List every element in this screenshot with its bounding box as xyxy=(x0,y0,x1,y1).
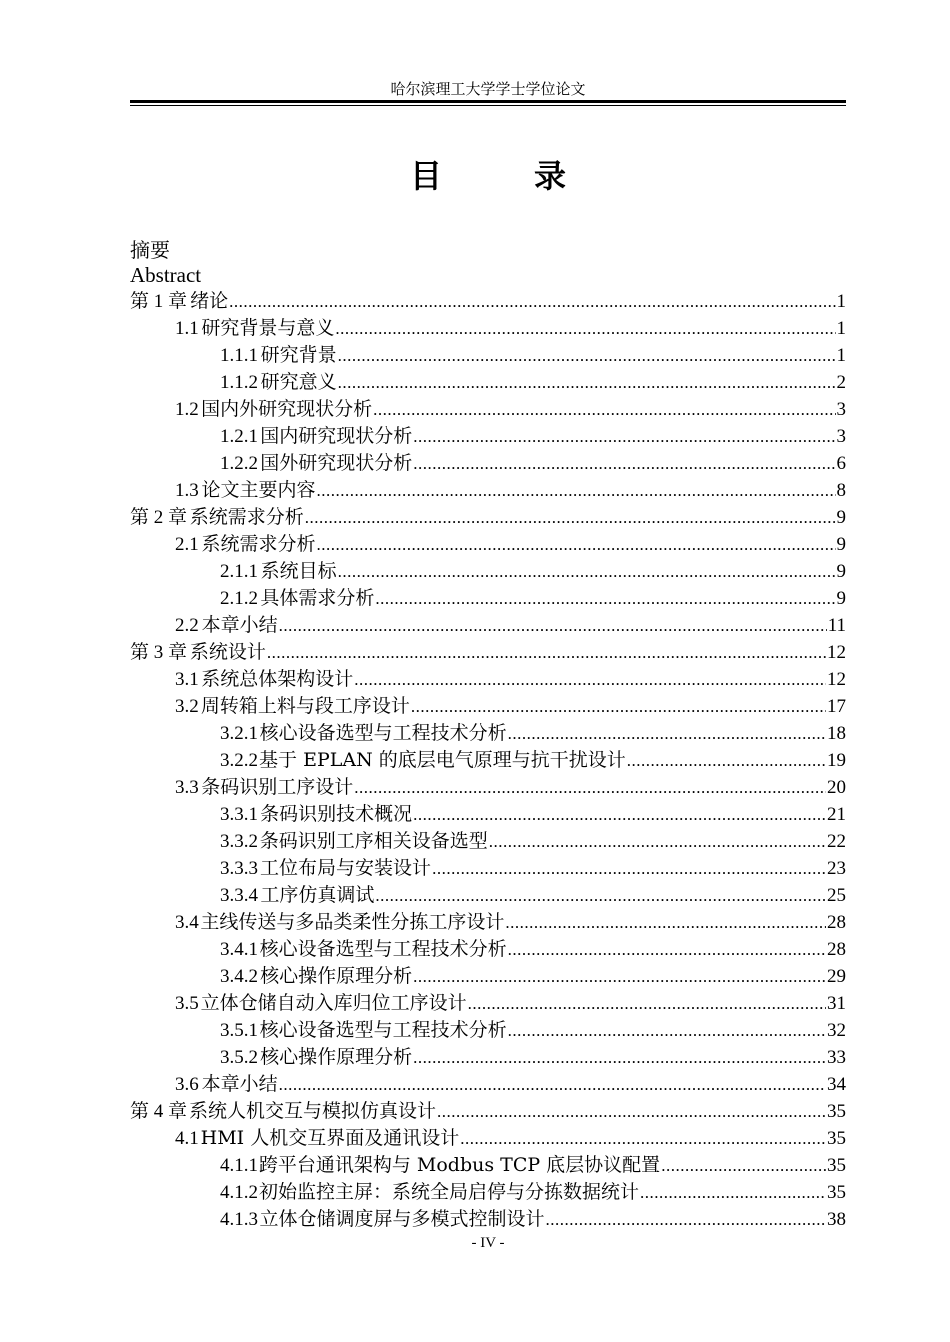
toc-entry-title: 初始监控主屏：系统全局启停与分拣数据统计 xyxy=(258,1181,639,1203)
page-number: - IV - xyxy=(471,1235,505,1251)
toc-entry[interactable] xyxy=(130,666,846,693)
toc-entry-number: 1.1.1 xyxy=(220,345,258,366)
toc-leader-dots xyxy=(460,1125,826,1152)
toc-entry-page: 35 xyxy=(827,1128,846,1149)
toc-entry-title: 国内外研究现状分析 xyxy=(201,398,373,420)
toc-entry-title: 系统需求分析 xyxy=(201,533,316,555)
toc-entry-title: 基于 EPLAN 的底层电气原理与抗干扰设计 xyxy=(259,749,626,771)
toc-entry-page: 12 xyxy=(827,642,846,663)
toc-entry[interactable] xyxy=(130,774,846,801)
toc-entry-number: 1.2 xyxy=(175,399,199,420)
toc-front-abstract-en[interactable]: Abstract xyxy=(130,263,202,287)
toc-entry-page: 11 xyxy=(827,615,846,636)
toc-entry-page: 6 xyxy=(836,453,846,474)
toc-leader-dots xyxy=(627,747,826,774)
toc-entry-page: 12 xyxy=(827,669,846,690)
toc-entry-number: 第 3 章 xyxy=(130,642,188,663)
toc-entry-number: 3.4 xyxy=(175,912,199,933)
toc-entry-number: 3.5.1 xyxy=(220,1020,258,1041)
toc-entry-number: 1.1 xyxy=(175,318,199,339)
toc-entry[interactable] xyxy=(130,315,846,342)
toc-entry-page: 1 xyxy=(836,345,846,366)
toc-entry-title: 工位布局与安装设计 xyxy=(260,857,432,879)
toc-entry-page: 31 xyxy=(827,993,846,1014)
toc-entry-number: 3.3.3 xyxy=(220,858,258,879)
toc-leader-dots xyxy=(545,1206,826,1233)
toc-entry-page: 35 xyxy=(827,1182,846,1203)
toc-entry-title: 条码识别技术概况 xyxy=(260,803,413,825)
toc-entry-title: 核心操作原理分析 xyxy=(260,965,413,987)
toc-entry[interactable] xyxy=(130,1206,846,1233)
toc-entry-title: 系统总体架构设计 xyxy=(201,668,354,690)
toc-leader-dots xyxy=(338,558,836,585)
toc-leader-dots xyxy=(316,531,835,558)
toc-entry-number: 3.4.2 xyxy=(220,966,258,987)
toc-leader-dots xyxy=(661,1152,826,1179)
toc-leader-dots xyxy=(508,1017,826,1044)
toc-entry[interactable] xyxy=(130,423,846,450)
toc-entry-title: 核心设备选型与工程技术分析 xyxy=(259,722,507,744)
toc-entry-page: 9 xyxy=(836,588,846,609)
toc-entry-number: 3.2 xyxy=(175,696,199,717)
toc-entry-number: 4.1.2 xyxy=(220,1182,258,1203)
toc-entry-page: 9 xyxy=(836,561,846,582)
toc-entry[interactable] xyxy=(130,612,846,639)
toc-leader-dots xyxy=(375,585,835,612)
toc-leader-dots xyxy=(413,450,835,477)
toc-entry-page: 28 xyxy=(827,939,846,960)
toc-entry-number: 2.2 xyxy=(175,615,199,636)
toc-entry-number: 第 1 章 xyxy=(130,291,188,312)
toc-entry-title: 本章小结 xyxy=(201,1073,278,1095)
toc-entry-number: 3.6 xyxy=(175,1074,199,1095)
toc-entry-title: 立体仓储自动入库归位工序设计 xyxy=(200,992,467,1014)
toc-entry-title: 立体仓储调度屏与多模式控制设计 xyxy=(259,1208,545,1230)
running-header: 哈尔滨理工大学学士学位论文 xyxy=(390,80,586,98)
toc-leader-dots xyxy=(375,882,826,909)
toc-entry[interactable] xyxy=(130,828,846,855)
toc-leader-dots xyxy=(432,855,826,882)
toc-leader-dots xyxy=(640,1179,826,1206)
toc-entry-number: 1.1.2 xyxy=(220,372,258,393)
toc-entry[interactable] xyxy=(130,1017,846,1044)
toc-entry-number: 1.2.2 xyxy=(220,453,258,474)
header-rule-thick xyxy=(130,100,846,103)
toc-entry-number: 1.3 xyxy=(175,480,199,501)
toc-entry-page: 3 xyxy=(836,399,846,420)
toc-entry[interactable] xyxy=(130,558,846,585)
toc-entry-title: 主线传送与多品类柔性分拣工序设计 xyxy=(200,911,505,933)
toc-entry-page: 35 xyxy=(827,1155,846,1176)
toc-entry-number: 3.5 xyxy=(175,993,199,1014)
toc-entry-number: 3.2.2 xyxy=(220,750,258,771)
toc-entry-page: 18 xyxy=(827,723,846,744)
toc-entry[interactable] xyxy=(130,1179,846,1206)
toc-entry-title: 国外研究现状分析 xyxy=(260,452,413,474)
header-rule-thin xyxy=(130,105,846,106)
toc-entry[interactable] xyxy=(130,693,846,720)
toc-entry[interactable] xyxy=(130,1071,846,1098)
toc-entry[interactable] xyxy=(130,1098,846,1125)
toc-title: 目 录 xyxy=(409,157,596,195)
toc-leader-dots xyxy=(338,369,836,396)
toc-entry-title: 系统设计 xyxy=(189,641,266,663)
toc-entry[interactable] xyxy=(130,936,846,963)
toc-entry[interactable] xyxy=(130,963,846,990)
toc-entry-page: 8 xyxy=(836,480,846,501)
toc-entry-number: 2.1.2 xyxy=(220,588,258,609)
toc-entry[interactable] xyxy=(130,855,846,882)
toc-entry-number: 4.1 xyxy=(175,1128,199,1149)
toc-entry-number: 3.3.1 xyxy=(220,804,258,825)
toc-entry[interactable] xyxy=(130,288,846,315)
toc-leader-dots xyxy=(413,423,835,450)
toc-entry-number: 3.3.4 xyxy=(220,885,258,906)
toc-entry[interactable] xyxy=(130,909,846,936)
toc-entry-page: 25 xyxy=(827,885,846,906)
toc-entry-title: 本章小结 xyxy=(201,614,278,636)
toc-entry-title: 跨平台通讯架构与 Modbus TCP 底层协议配置 xyxy=(258,1154,661,1176)
toc-entry-title: 核心设备选型与工程技术分析 xyxy=(259,938,507,960)
toc-leader-dots xyxy=(468,990,826,1017)
toc-entry-title: 工序仿真调试 xyxy=(260,884,375,906)
toc-entry-page: 23 xyxy=(827,858,846,879)
toc-entry[interactable] xyxy=(130,1044,846,1071)
toc-entry-number: 3.4.1 xyxy=(220,939,258,960)
toc-entry-number: 2.1 xyxy=(175,534,199,555)
toc-entry-title: 核心操作原理分析 xyxy=(260,1046,413,1068)
toc-entry[interactable] xyxy=(130,882,846,909)
toc-entry-page: 35 xyxy=(827,1101,846,1122)
toc-entry-title: 系统目标 xyxy=(260,560,337,582)
toc-entry-number: 3.1 xyxy=(175,669,199,690)
toc-entry-number: 第 2 章 xyxy=(130,507,188,528)
toc-leader-dots xyxy=(413,963,826,990)
toc-entry[interactable] xyxy=(130,720,846,747)
toc-entry[interactable] xyxy=(130,342,846,369)
toc-leader-dots xyxy=(354,666,826,693)
toc-leader-dots xyxy=(279,612,827,639)
toc-entry-page: 28 xyxy=(827,912,846,933)
toc-leader-dots xyxy=(316,477,835,504)
toc-entry-number: 2.1.1 xyxy=(220,561,258,582)
toc-entry-title: 研究背景与意义 xyxy=(201,317,335,339)
toc-leader-dots xyxy=(489,828,826,855)
toc-entry-title: 核心设备选型与工程技术分析 xyxy=(259,1019,507,1041)
toc-entry-page: 33 xyxy=(827,1047,846,1068)
toc-leader-dots xyxy=(413,801,826,828)
toc-entry[interactable] xyxy=(130,450,846,477)
toc-entry-page: 38 xyxy=(827,1209,846,1230)
toc-entry-title: 系统人机交互与模拟仿真设计 xyxy=(189,1100,437,1122)
toc-entry-number: 3.2.1 xyxy=(220,723,258,744)
toc-entry-page: 21 xyxy=(827,804,846,825)
toc-entry-title: 研究背景 xyxy=(260,344,337,366)
toc-front-abstract-cn[interactable]: 摘要 xyxy=(130,238,170,262)
toc-leader-dots xyxy=(229,288,835,315)
toc-entry-title: 具体需求分析 xyxy=(260,587,375,609)
toc-entry[interactable] xyxy=(130,990,846,1017)
toc-entry-page: 22 xyxy=(827,831,846,852)
toc-entry-page: 2 xyxy=(836,372,846,393)
toc-entry-title: 绪论 xyxy=(190,290,229,312)
toc-leader-dots xyxy=(335,315,835,342)
toc-entry[interactable] xyxy=(130,531,846,558)
toc-leader-dots xyxy=(267,639,826,666)
toc-leader-dots xyxy=(508,720,826,747)
toc-leader-dots xyxy=(505,909,826,936)
toc-entry-title: 条码识别工序设计 xyxy=(201,776,354,798)
toc-entry[interactable] xyxy=(130,639,846,666)
toc-entry-number: 3.3.2 xyxy=(220,831,258,852)
toc-entry[interactable] xyxy=(130,396,846,423)
toc-entry-page: 3 xyxy=(836,426,846,447)
toc-entry[interactable] xyxy=(130,801,846,828)
toc-leader-dots xyxy=(413,1044,826,1071)
toc-entry[interactable] xyxy=(130,504,846,531)
toc-entry[interactable] xyxy=(130,1152,846,1179)
toc-entry[interactable] xyxy=(130,1125,846,1152)
toc-entry-title: 条码识别工序相关设备选型 xyxy=(259,830,488,852)
toc-entry-page: 19 xyxy=(827,750,846,771)
toc-entry-page: 1 xyxy=(836,291,846,312)
toc-entry-number: 4.1.1 xyxy=(220,1155,258,1176)
toc-entry-number: 第 4 章 xyxy=(130,1101,188,1122)
toc-entry-page: 1 xyxy=(836,318,846,339)
toc-leader-dots xyxy=(437,1098,826,1125)
table-of-contents xyxy=(130,238,846,1233)
toc-entry-page: 9 xyxy=(836,534,846,555)
toc-entry[interactable] xyxy=(130,747,846,774)
toc-entry-title: 研究意义 xyxy=(260,371,337,393)
toc-entry[interactable] xyxy=(130,477,846,504)
toc-entry-page: 34 xyxy=(827,1074,846,1095)
toc-entry-title: 论文主要内容 xyxy=(201,479,316,501)
toc-entry-page: 20 xyxy=(827,777,846,798)
toc-entry[interactable] xyxy=(130,585,846,612)
toc-entry-title: 周转箱上料与段工序设计 xyxy=(200,695,410,717)
toc-entry-page: 9 xyxy=(836,507,846,528)
toc-entry-page: 29 xyxy=(827,966,846,987)
toc-leader-dots xyxy=(354,774,826,801)
toc-entry-number: 4.1.3 xyxy=(220,1209,258,1230)
toc-entry-title: 国内研究现状分析 xyxy=(260,425,413,447)
toc-leader-dots xyxy=(338,342,836,369)
toc-entry[interactable] xyxy=(130,369,846,396)
toc-entry-number: 3.3 xyxy=(175,777,199,798)
toc-entry-number: 3.5.2 xyxy=(220,1047,258,1068)
toc-entry-page: 17 xyxy=(827,696,846,717)
toc-leader-dots xyxy=(305,504,836,531)
toc-entry-title: 系统需求分析 xyxy=(189,506,304,528)
toc-entry-number: 1.2.1 xyxy=(220,426,258,447)
toc-entry-title: HMI 人机交互界面及通讯设计 xyxy=(200,1127,460,1149)
toc-leader-dots xyxy=(508,936,826,963)
toc-leader-dots xyxy=(411,693,826,720)
toc-leader-dots xyxy=(373,396,835,423)
toc-entry-page: 32 xyxy=(827,1020,846,1041)
toc-leader-dots xyxy=(279,1071,826,1098)
